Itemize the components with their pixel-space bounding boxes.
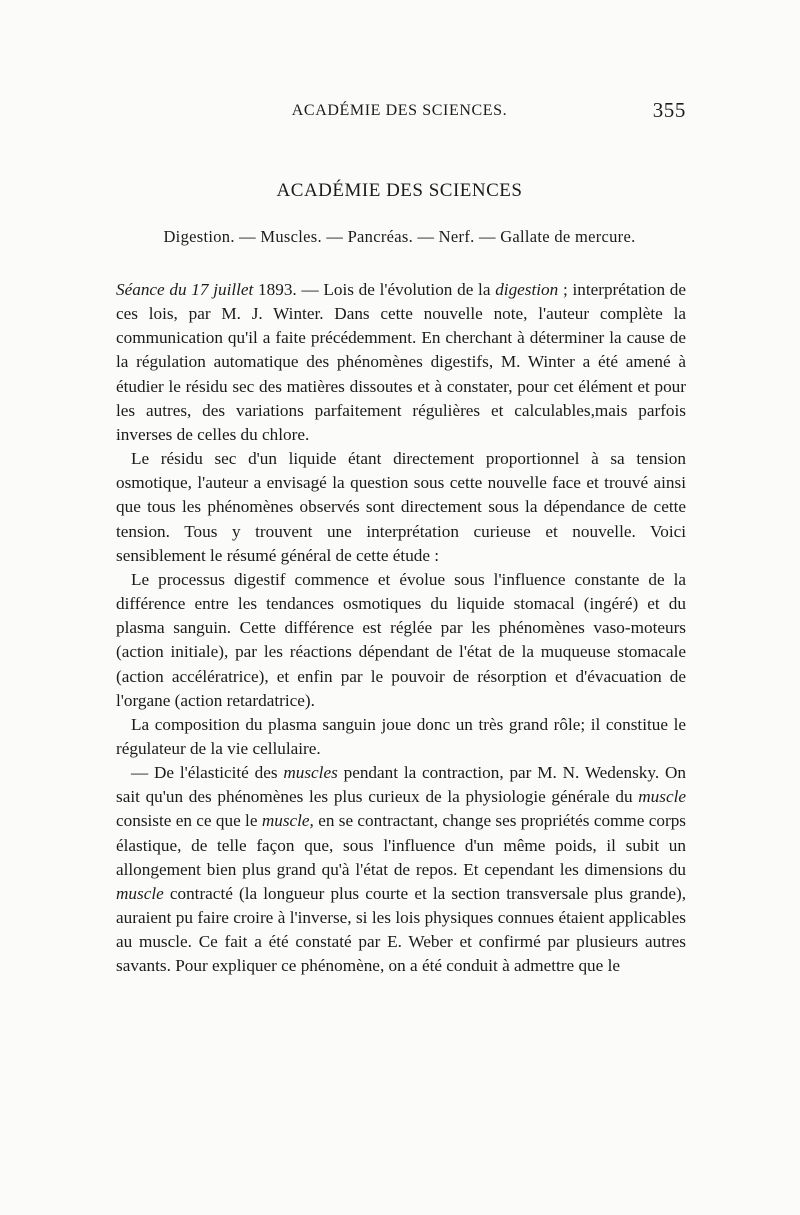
page-number: 355 [652, 98, 686, 122]
paragraph [116, 447, 686, 568]
paragraph-text: consiste en ce que le [116, 811, 262, 831]
paragraph-text: ; interprétation de ces lois, par M. J. Winter. Dans cette nouvelle note, l'auteur complète la communication qu'il a faite précédemment. En cherchant à déterminer la cause de la régulation automatique des phénomènes digestifs, M. Winter a été amené à étudier le résidu sec des matières dissoutes et à constater, pour cet élément et pour les autres, des variations parfaitement régulières et calculables,mais parfois inverses de celles du chlore. [116, 280, 686, 444]
paragraph [116, 713, 686, 761]
italic-text: muscle [116, 883, 164, 903]
running-title: ACADÉMIE DES SCIENCES. [291, 102, 508, 119]
italic-text: digestion [495, 280, 559, 299]
section-title: ACADÉMIE DES SCIENCES [276, 180, 523, 201]
paragraph-text: La composition du plasma sanguin joue donc un très grand rôle; il constitue le régulateur de la vie cellulaire. [116, 714, 686, 758]
italic-text: muscle [638, 787, 686, 807]
running-header [113, 96, 686, 126]
paragraph-text: en se contractant, change ses propriétés comme corps élastique, de telle façon que, sous l'influence d'un même poids, il subit un allongement bien plus grand qu'à l'état de repos. Et cependant les dimensions du [116, 811, 687, 879]
italic-text: muscle, [261, 811, 314, 831]
paragraph [116, 568, 686, 713]
italic-text: muscles [283, 763, 338, 783]
paragraph-text: — De l'élasticité des [131, 763, 284, 783]
paragraph-text: contracté (la longueur plus courte et la section transversale plus grande), auraient pu faire croire à l'inverse, si les lois physiques connues étaient applicables au muscle. Ce fait a été constaté par E. Weber et confirmé par plusieurs autres savants. Pour expliquer ce phénomène, on a été conduit à admettre que le [116, 883, 686, 976]
paragraph-text: Le résidu sec d'un liquide étant directement proportionnel à sa tension osmotique, l'auteur a envisagé la question sous cette nouvelle face et trouvé ainsi que tous les phénomènes observés sont directement sous la dépendance de cette tension. Tous y trouvent une interprétation curieuse et nouvelle. Voici sensiblement le résumé général de cette étude : [116, 449, 686, 565]
paragraph [116, 278, 686, 447]
paragraph-text: pendant la contraction, par M. N. Wedensky. On sait qu'un des phénomènes les plus curieux de la physiologie générale du [116, 763, 686, 807]
article-body [116, 278, 686, 979]
section-keywords: Digestion. — Muscles. — Pancréas. — Nerf. — Gallate de mercure. [163, 227, 636, 246]
italic-text: Séance du 17 juillet [116, 280, 254, 299]
paragraph-text: 1893. — Lois de l'évolution de la [253, 280, 496, 299]
paragraph [116, 761, 686, 978]
paragraph-text: Le processus digestif commence et évolue sous l'influence constante de la différence entre les tendances osmotiques du liquide stomacal (ingéré) et du plasma sanguin. Cette différence est réglée par les phénomènes vaso-moteurs (action initiale), par les réactions dépendant de l'état de la muqueuse stomacale (action accélératrice), et enfin par le pouvoir de résorption et d'évacuation de l'organe (action retardatrice). [116, 569, 686, 710]
